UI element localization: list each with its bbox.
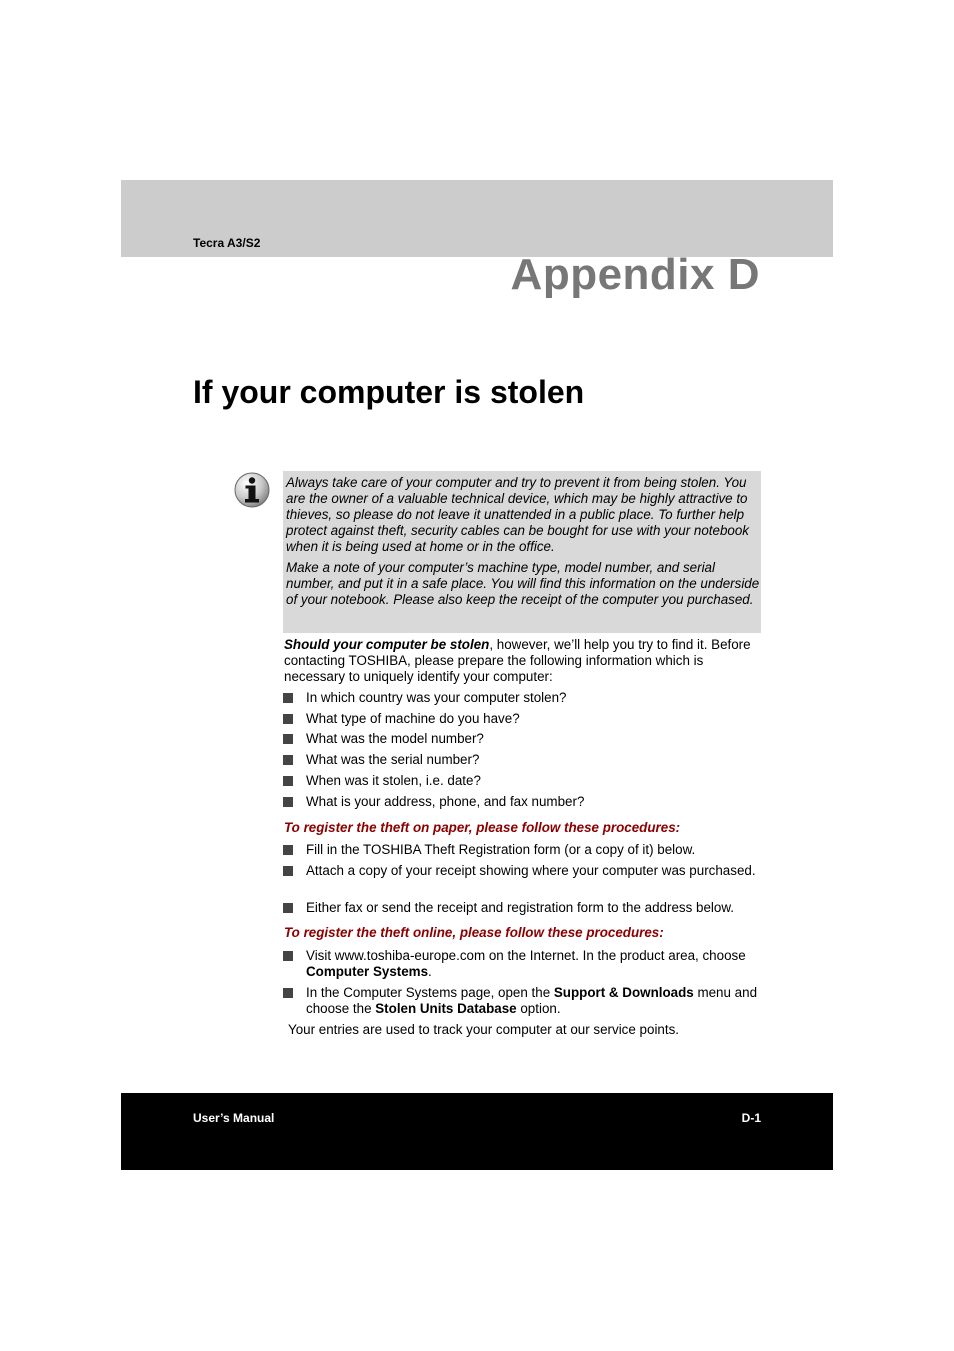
bullet-square-icon xyxy=(283,714,293,724)
stolen-units-database-label: Stolen Units Database xyxy=(375,1001,517,1016)
intro-text: , however, we’ll help you try to find it. Before contacting TOSHIBA, please prepare the following information which is necessary to uniquely identify your computer: xyxy=(284,637,751,684)
note-paragraph-1: Always take care of your computer and try to prevent it from being stolen. You are the owner of a valuable technical device, which may be highly attractive to thieves, so please do not leave it unattended in a public place. To further help protect against theft, security cables can be bought for use with your notebook when it is being used at home or in the office. xyxy=(286,475,749,554)
bullet-square-icon xyxy=(283,734,293,744)
section-title: If your computer is stolen xyxy=(193,374,585,410)
bullet-square-icon xyxy=(283,903,293,913)
footer-band xyxy=(121,1093,833,1170)
intro-paragraph xyxy=(284,637,762,685)
bullet-square-icon xyxy=(283,776,293,786)
bullet-square-icon xyxy=(283,951,293,961)
bullet-square-icon xyxy=(283,988,293,998)
bullet-square-icon xyxy=(283,797,293,807)
closing-paragraph: Your entries are used to track your computer at our service points. xyxy=(288,1022,680,1037)
note-paragraph-2: Make a note of your computer’s machine type, model number, and serial number, and put it in a safe place. You will find this information on the underside of your notebook. Please also keep the receipt of the computer you purchased. xyxy=(286,560,760,607)
paper-procedure-heading: To register the theft on paper, please follow these procedures: xyxy=(284,820,681,835)
page-number: D-1 xyxy=(741,1111,761,1125)
bullet-square-icon xyxy=(283,755,293,765)
bullet-square-icon xyxy=(283,866,293,876)
appendix-title: Appendix D xyxy=(510,250,760,299)
online-procedure-heading: To register the theft online, please follow these procedures: xyxy=(284,925,664,940)
intro-emphasis: Should your computer be stolen xyxy=(284,637,490,652)
bullet-square-icon xyxy=(283,845,293,855)
computer-systems-label: Computer Systems xyxy=(306,964,429,979)
running-header: Tecra A3/S2 xyxy=(193,236,261,250)
footer-manual-title: User’s Manual xyxy=(193,1111,275,1125)
info-icon xyxy=(233,471,271,509)
support-downloads-label: Support & Downloads xyxy=(553,985,694,1000)
bullet-square-icon xyxy=(283,693,293,703)
